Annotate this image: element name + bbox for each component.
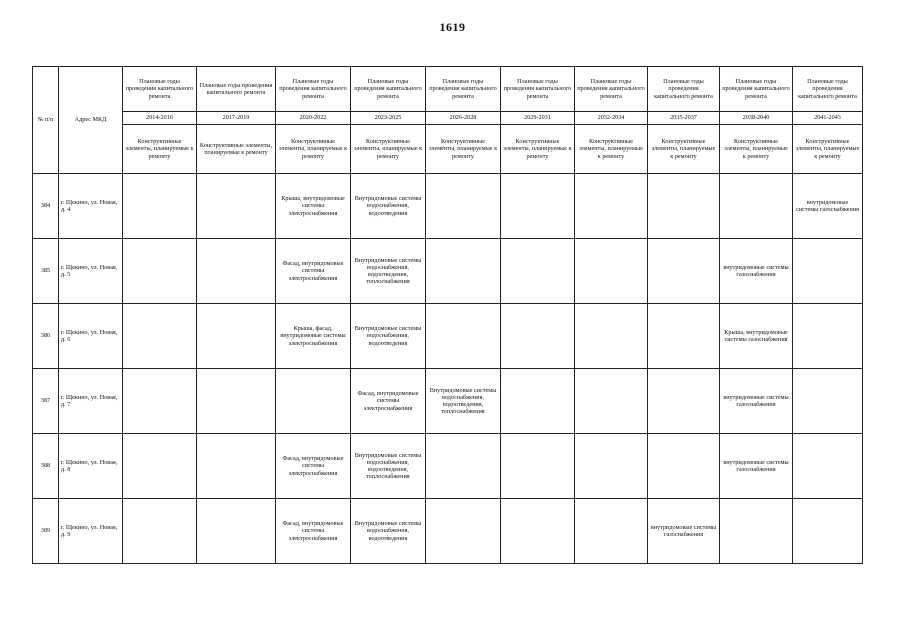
table-row <box>33 239 863 304</box>
table-body <box>33 174 863 564</box>
header-elements-label: Конструктивные элементы, планируемые к ремонту <box>501 125 575 174</box>
repair-elements-cell: Фасад, внутридомовые системы электроснабжения <box>351 369 426 434</box>
header-elements-label: Конструктивные элементы, планируемые к ремонту <box>123 125 197 174</box>
repair-elements-cell <box>793 434 863 499</box>
repair-elements-cell <box>648 174 720 239</box>
header-period-years: 2026-2028 <box>426 112 501 125</box>
repair-elements-cell: Внутридомовые системы водоснабжения, водоотведения, теплоснабжения <box>351 239 426 304</box>
header-period-years: 2035-2037 <box>648 112 720 125</box>
header-period-title: Плановые годы проведения капитального ремонта <box>426 67 501 112</box>
row-address: г. Щекино, ул. Новая, д. 5 <box>59 239 123 304</box>
repair-elements-cell <box>575 239 648 304</box>
header-number: № п/п <box>33 67 59 174</box>
table-row <box>33 174 863 239</box>
repair-elements-cell <box>575 369 648 434</box>
repair-elements-cell <box>648 434 720 499</box>
repair-elements-cell <box>501 304 575 369</box>
repair-elements-cell <box>648 239 720 304</box>
row-number: 388 <box>33 434 59 499</box>
repair-elements-cell <box>197 499 276 564</box>
header-period-years: 2029-2031 <box>501 112 575 125</box>
repair-elements-cell: Крыша, внутридомовые системы электроснабжения <box>276 174 351 239</box>
header-period-years: 2032-2034 <box>575 112 648 125</box>
row-address: г. Щекино, ул. Новая, д. 9 <box>59 499 123 564</box>
repair-elements-cell <box>793 369 863 434</box>
row-number: 385 <box>33 239 59 304</box>
table-row <box>33 304 863 369</box>
row-number: 386 <box>33 304 59 369</box>
header-elements-label: Конструктивные элементы, планируемые к ремонту <box>648 125 720 174</box>
header-period-title: Плановые годы проведения капитального ремонта <box>123 67 197 112</box>
header-elements-label: Конструктивные элементы, планируемые к ремонту <box>575 125 648 174</box>
repair-elements-cell <box>793 304 863 369</box>
repair-elements-cell <box>575 499 648 564</box>
header-elements-label: Конструктивные элементы, планируемые к ремонту <box>720 125 793 174</box>
repair-elements-cell: Фасад, внутридомовые системы электроснабжения <box>276 434 351 499</box>
header-period-years: 2041-2043 <box>793 112 863 125</box>
repair-elements-cell <box>575 434 648 499</box>
repair-elements-cell: внутридомовые системы газоснабжения <box>648 499 720 564</box>
repair-elements-cell <box>123 499 197 564</box>
repair-elements-cell: Внутридомовые системы водоснабжения, водоотведения <box>351 174 426 239</box>
header-period-title: Плановые годы проведения капитального ремонта <box>575 67 648 112</box>
header-period-title: Плановые годы проведения капитального ремонта <box>276 67 351 112</box>
header-elements-label: Конструктивные элементы, планируемые к ремонту <box>276 125 351 174</box>
repair-elements-cell <box>793 239 863 304</box>
repair-elements-cell: внутридомовые системы газоснабжения <box>720 434 793 499</box>
repair-elements-cell <box>501 239 575 304</box>
repair-elements-cell <box>123 239 197 304</box>
row-address: г. Щекино, ул. Новая, д. 8 <box>59 434 123 499</box>
row-address: г. Щекино, ул. Новая, д. 7 <box>59 369 123 434</box>
header-elements-label: Конструктивные элементы, планируемые к ремонту <box>197 125 276 174</box>
table-row <box>33 369 863 434</box>
row-number: 389 <box>33 499 59 564</box>
header-period-title: Плановые годы проведения капитального ремонта <box>351 67 426 112</box>
header-period-years: 2017-2019 <box>197 112 276 125</box>
row-number: 384 <box>33 174 59 239</box>
repair-elements-cell <box>648 304 720 369</box>
header-address: Адрес МКД <box>59 67 123 174</box>
repair-elements-cell <box>501 434 575 499</box>
header-period-years: 2023-2025 <box>351 112 426 125</box>
repair-elements-cell: Фасад, внутридомовые системы электроснабжения <box>276 499 351 564</box>
table-row <box>33 499 863 564</box>
repair-elements-cell <box>123 304 197 369</box>
repair-elements-cell: Внутридомовые системы водоснабжения, водоотведения, теплоснабжения <box>426 369 501 434</box>
repair-elements-cell: Фасад, внутридомовые системы электроснабжения <box>276 239 351 304</box>
repair-elements-cell <box>123 434 197 499</box>
repair-elements-cell <box>197 174 276 239</box>
capital-repair-table <box>32 66 863 564</box>
repair-elements-cell: Внутридомовые системы водоснабжения, водоотведения <box>351 304 426 369</box>
row-address: г. Щекино, ул. Новая, д. 4 <box>59 174 123 239</box>
repair-elements-cell: Внутридомовые системы водоснабжения, водоотведения <box>351 499 426 564</box>
repair-elements-cell <box>575 174 648 239</box>
row-address: г. Щекино, ул. Новая, д. 6 <box>59 304 123 369</box>
repair-elements-cell <box>123 174 197 239</box>
row-number: 387 <box>33 369 59 434</box>
header-period-title: Плановые годы проведения капитального ремонта <box>648 67 720 112</box>
repair-elements-cell <box>501 499 575 564</box>
repair-elements-cell <box>426 434 501 499</box>
repair-elements-cell <box>426 174 501 239</box>
repair-elements-cell <box>720 174 793 239</box>
repair-elements-cell <box>123 369 197 434</box>
header-period-title: Плановые годы проведения капитального ремонта <box>197 67 276 112</box>
repair-elements-cell <box>501 174 575 239</box>
repair-elements-cell <box>720 499 793 564</box>
repair-elements-cell: Крыша, внутридомовые системы газоснабжения <box>720 304 793 369</box>
repair-elements-cell: внутридомовые системы газоснабжения <box>720 369 793 434</box>
repair-elements-cell: Внутридомовые системы водоснабжения, водоотведения, теплоснабжения <box>351 434 426 499</box>
table-header <box>33 67 863 174</box>
repair-elements-cell <box>426 499 501 564</box>
repair-elements-cell: внутридомовые системы газоснабжения <box>793 174 863 239</box>
header-period-title: Плановые годы проведения капитального ремонта <box>501 67 575 112</box>
header-period-title: Плановые годы проведения капитального ремонта <box>720 67 793 112</box>
repair-elements-cell <box>197 239 276 304</box>
repair-elements-cell <box>197 369 276 434</box>
repair-elements-cell <box>575 304 648 369</box>
repair-elements-cell: внутридомовые системы газоснабжения <box>720 239 793 304</box>
repair-elements-cell <box>793 499 863 564</box>
repair-elements-cell <box>276 369 351 434</box>
repair-elements-cell <box>426 239 501 304</box>
table-row <box>33 434 863 499</box>
header-period-years: 2038-2040 <box>720 112 793 125</box>
page-number: 1619 <box>439 20 466 34</box>
header-elements-label: Конструктивные элементы, планируемые к ремонту <box>793 125 863 174</box>
header-elements-label: Конструктивные элементы, планируемые к ремонту <box>426 125 501 174</box>
header-elements-label: Конструктивные элементы, планируемые к ремонту <box>351 125 426 174</box>
repair-elements-cell <box>648 369 720 434</box>
repair-elements-cell: Крыша, фасад, внутридомовые системы электроснабжения <box>276 304 351 369</box>
repair-elements-cell <box>501 369 575 434</box>
repair-elements-cell <box>197 434 276 499</box>
repair-elements-cell <box>426 304 501 369</box>
header-period-years: 2014-2016 <box>123 112 197 125</box>
repair-elements-cell <box>197 304 276 369</box>
header-period-title: Плановые годы проведения капитального ремонта <box>793 67 863 112</box>
header-period-years: 2020-2022 <box>276 112 351 125</box>
